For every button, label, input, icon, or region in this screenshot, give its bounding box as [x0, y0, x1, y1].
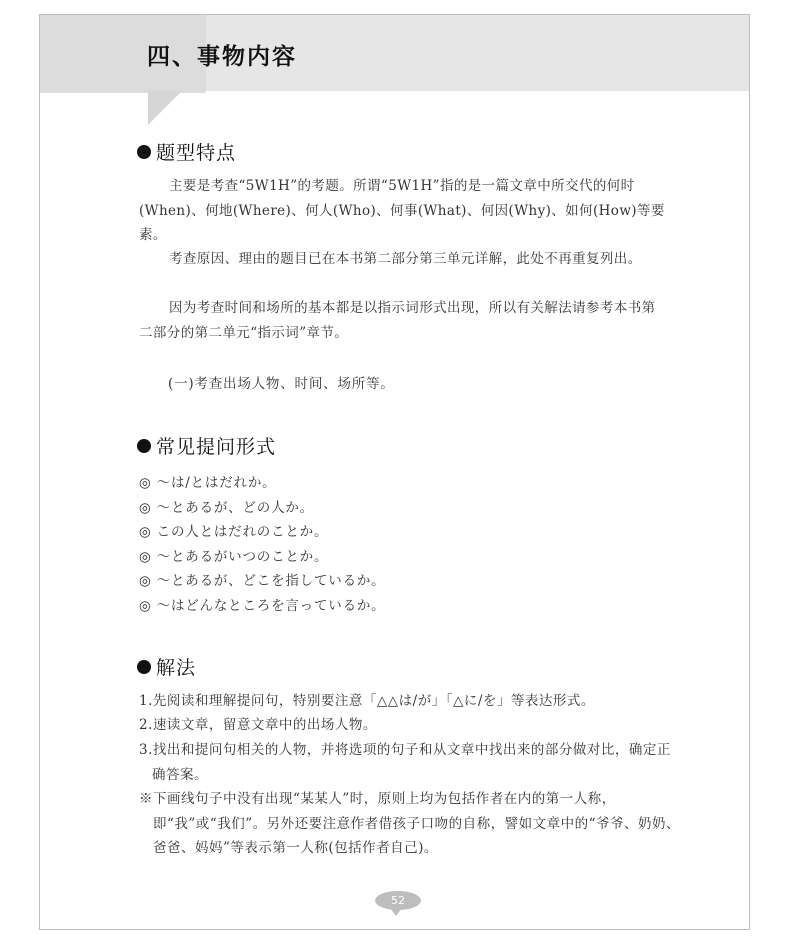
bullet-dot-icon	[137, 660, 151, 674]
section-heading-common-questions	[137, 432, 276, 459]
solution-step-2: 2.速读文章，留意文章中的出场人物。	[139, 717, 377, 733]
bullet-dot-icon	[137, 145, 151, 159]
bullet-dot-icon	[137, 439, 151, 453]
page-title: 四、事物内容	[147, 44, 297, 70]
question-form-item: ◎ この人とはだれのことか。	[139, 524, 329, 540]
question-form-item: ◎ ～はどんなところを言っているか。	[139, 598, 386, 614]
section-heading-question-features	[137, 138, 236, 165]
section-heading-solution	[137, 653, 196, 680]
paragraph-cause-reason: 考查原因、理由的题目已在本书第二部分第三单元详解，此处不再重复列出。	[169, 251, 642, 267]
page-number: 52	[375, 891, 421, 910]
section-heading-label: 解法	[156, 657, 197, 679]
question-form-item: ◎ ～とあるが、どの人か。	[139, 500, 314, 516]
solution-step-3: 3.找出和提问句相关的人物，并将选项的句子和从文章中找出来的部分做对比，确定正确答案。	[139, 742, 671, 783]
section-heading-label: 题型特点	[156, 142, 237, 164]
paragraph-intro: 主要是考查“5W1H”的考题。所谓“5W1H”指的是一篇文章中所交代的何时(When)、何地(Where)、何人(Who)、何事(What)、何因(Why)、如何(How)等要素。	[139, 178, 665, 243]
solution-step-1: 1.先阅读和理解提问句，特别要注意「△△は/が」「△に/を」等表达形式。	[139, 693, 595, 709]
solution-note: ※下画线句子中没有出现“某某人”时，原则上均为包括作者在内的第一人称，即“我”或“我们”。另外还要注意作者借孩子口吻的自称，譬如文章中的“爷爷、奶奶、爸爸、妈妈”等表示第一人称(包括作者自己)。	[139, 791, 681, 856]
question-form-item: ◎ ～とあるが、どこを指しているか。	[139, 573, 386, 589]
question-form-item: ◎ ～は/とはだれか。	[139, 475, 277, 491]
question-form-item: ◎ ～とあるがいつのことか。	[139, 549, 329, 565]
section-heading-label: 常见提问形式	[156, 436, 277, 458]
sub-item-characters: (一)考查出场人物、时间、场所等。	[168, 376, 395, 392]
book-page	[39, 14, 750, 930]
paragraph-time-place: 因为考查时间和场所的基本都是以指示词形式出现，所以有关解法请参考本书第二部分的第二单元“指示词”章节。	[139, 300, 656, 341]
header-fold-corner	[148, 91, 182, 125]
